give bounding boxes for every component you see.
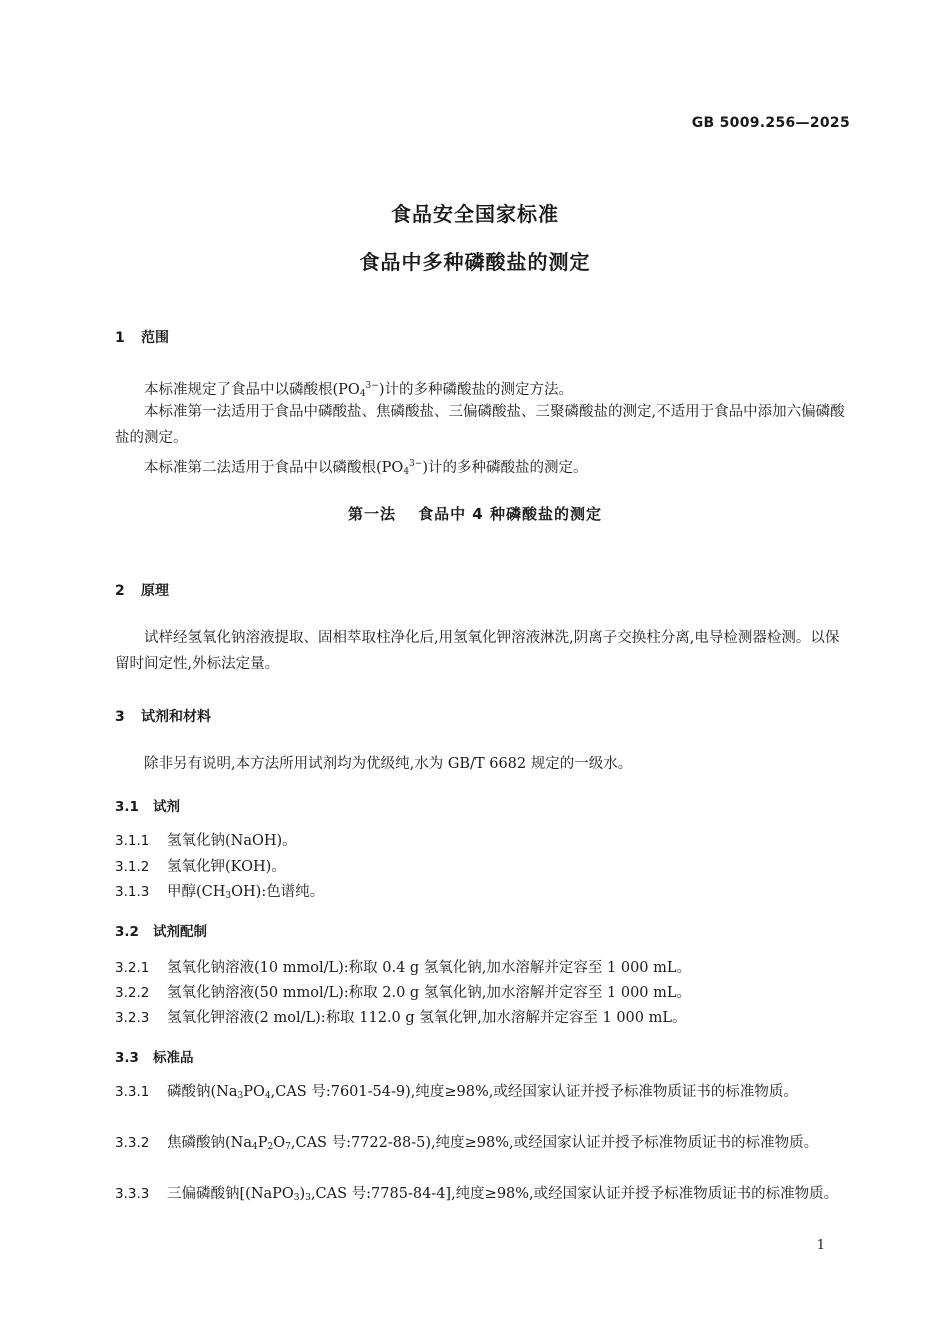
- clause-3-1-3: 3.1.3 甲醇$(CH_3OH)$:色谱纯。: [115, 884, 325, 901]
- section-3-1-heading: 3.1 试剂: [115, 799, 180, 815]
- clause-3-2-3: 3.2.3 氢氧化钾溶液(2 mol/L):称取 112.0 g 氢氧化钾,加水溶解并定容至 1 000 mL。: [115, 1010, 687, 1026]
- clause-3-3-3: 3.3.3 三偏磷酸钠[$(NaPO_3)_3,CAS$ 号:7785-84-4],纯度≥98%,或经国家认证并授予标准物质证书的标准物质。: [115, 1186, 839, 1203]
- document-title-line2: 食品中多种磷酸盐的测定: [359, 250, 591, 274]
- section-2-heading: 2 原理: [115, 583, 169, 599]
- clause-3-1-1: 3.1.1 氢氧化钠(NaOH)。: [115, 833, 297, 849]
- standard-number: GB 5009.256—2025: [691, 115, 850, 131]
- section-1-paragraph-1: 本标准规定了食品中以磷酸根$(PO_4^{3-})$计的多种磷酸盐的测定方法。: [144, 381, 573, 399]
- clause-3-3-2: 3.3.2 焦磷酸钠($Na_4P_2O_7,CAS$ 号:7722-88-5),纯度≥98%,或经国家认证并授予标准物质证书的标准物质。: [115, 1135, 819, 1152]
- clause-3-1-2: 3.1.2 氢氧化钾(KOH)。: [115, 859, 286, 875]
- document-title-line1: 食品安全国家标准: [391, 202, 559, 226]
- page-number: 1: [816, 1238, 825, 1253]
- method-1-title: 第一法 食品中 4 种磷酸盐的测定: [348, 505, 602, 523]
- clause-3-2-2: 3.2.2 氢氧化钠溶液(50 mmol/L):称取 2.0 g 氢氧化钠,加水溶解并定容至 1 000 mL。: [115, 985, 692, 1001]
- section-3-paragraph: 除非另有说明,本方法所用试剂均为优级纯,水为 GB/T 6682 规定的一级水。: [144, 756, 633, 772]
- section-3-heading: 3 试剂和材料: [115, 709, 211, 725]
- section-3-2-heading: 3.2 试剂配制: [115, 924, 207, 940]
- clause-3-2-1: 3.2.1 氢氧化钠溶液(10 mmol/L):称取 0.4 g 氢氧化钠,加水溶解并定容至 1 000 mL。: [115, 960, 692, 976]
- section-3-3-heading: 3.3 标准品: [115, 1050, 194, 1066]
- section-1-paragraph-2: 本标准第一法适用于食品中磷酸盐、焦磷酸盐、三偏磷酸盐、三聚磷酸盐的测定,不适用于食品中添加六偏磷酸盐的测定。: [115, 404, 845, 446]
- section-1-heading: 1 范围: [115, 330, 169, 346]
- section-2-paragraph: 试样经氢氧化钠溶液提取、固相萃取柱净化后,用氢氧化钾溶液淋洗,阴离子交换柱分离,电导检测器检测。以保留时间定性,外标法定量。: [115, 630, 840, 672]
- clause-3-3-1: 3.3.1 磷酸钠($Na_3PO_4,CAS$ 号:7601-54-9),纯度≥98%,或经国家认证并授予标准物质证书的标准物质。: [115, 1084, 798, 1101]
- section-1-paragraph-3: 本标准第二法适用于食品中以磷酸根$(PO_4^{3-})$计的多种磷酸盐的测定。: [144, 459, 588, 477]
